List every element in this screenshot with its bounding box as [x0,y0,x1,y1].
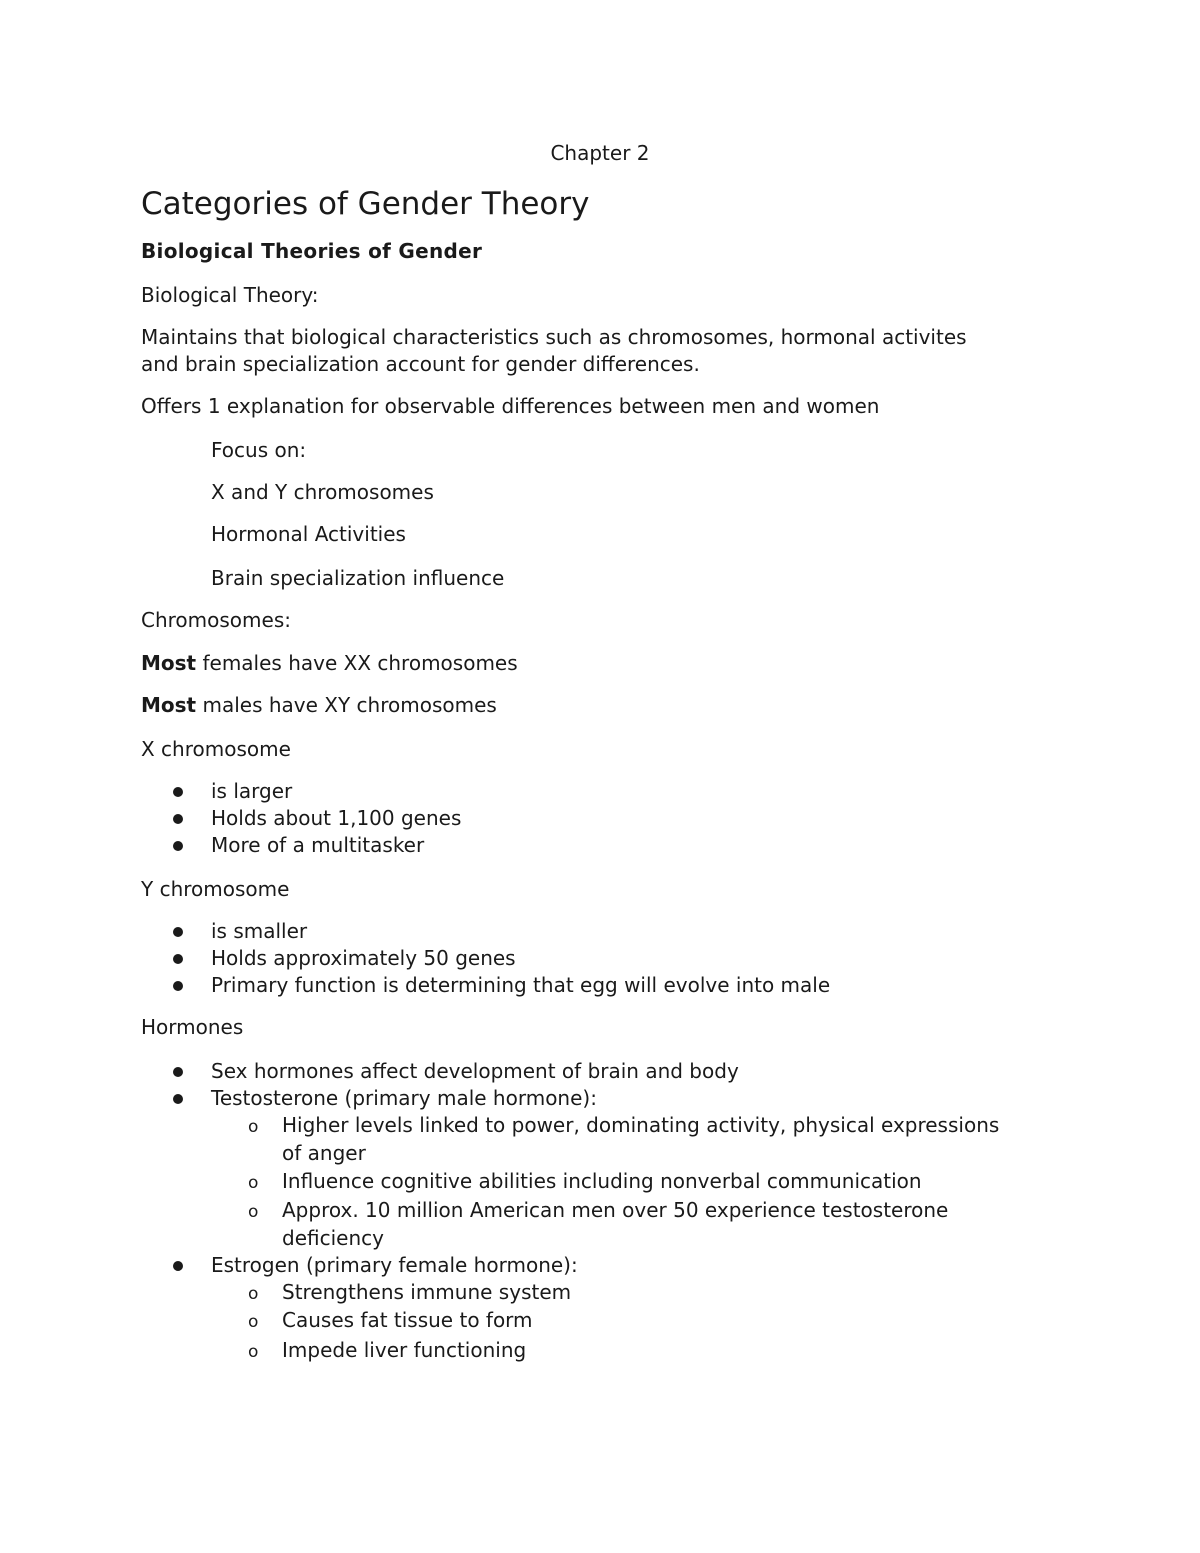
sub-list-item: Approx. 10 million American men over 50 experience testosterone [282,1198,949,1222]
bullet-icon [173,841,183,851]
bullet-icon [173,927,183,937]
maintains-line-1: Maintains that biological characteristics such as chromosomes, hormonal activites [141,325,967,349]
bullet-icon [173,954,183,964]
males-line [141,692,497,719]
biological-theory-label: Biological Theory: [141,283,319,307]
focus-item: Brain specialization influence [211,566,505,590]
bullet-icon [173,814,183,824]
sub-bullet-icon: o [248,1173,259,1193]
list-item: Holds about 1,100 genes [211,806,462,830]
hormones-label: Hormones [141,1015,244,1039]
list-item: More of a multitasker [211,833,425,857]
sub-list-item: Influence cognitive abilities including nonverbal communication [282,1169,922,1193]
sub-list-item: Impede liver functioning [282,1338,527,1362]
chapter-label: Chapter 2 [550,141,650,165]
bullet-icon [173,1094,183,1104]
sub-bullet-icon: o [248,1342,259,1362]
most-emphasis: Most [141,651,197,675]
offers-line: Offers 1 explanation for observable differences between men and women [141,394,880,418]
females-text: females have XX chromosomes [196,651,518,675]
list-item: is smaller [211,919,308,943]
bullet-icon [173,1067,183,1077]
list-item: Primary function is determining that egg will evolve into male [211,973,831,997]
sub-list-item: Strengthens immune system [282,1280,572,1304]
list-item: Holds approximately 50 genes [211,946,516,970]
focus-item: Hormonal Activities [211,522,406,546]
bullet-icon [173,787,183,797]
chromosomes-label: Chromosomes: [141,608,291,632]
section-heading: Biological Theories of Gender [141,239,483,263]
bullet-icon [173,1261,183,1271]
maintains-line-2: and brain specialization account for gender differences. [141,352,700,376]
focus-item: X and Y chromosomes [211,480,434,504]
sub-bullet-icon: o [248,1284,259,1304]
sub-bullet-icon: o [248,1312,259,1332]
sub-list-item: Higher levels linked to power, dominating activity, physical expressions [282,1113,1000,1137]
focus-label: Focus on: [211,438,307,462]
list-item: is larger [211,779,293,803]
sub-bullet-icon: o [248,1202,259,1222]
sub-list-item-continued: of anger [282,1141,366,1165]
testosterone-label: Testosterone (primary male hormone): [211,1086,597,1110]
males-text: males have XY chromosomes [196,693,497,717]
page-title: Categories of Gender Theory [141,186,590,222]
estrogen-label: Estrogen (primary female hormone): [211,1253,578,1277]
x-chromosome-label: X chromosome [141,737,291,761]
sub-bullet-icon: o [248,1117,259,1137]
y-chromosome-label: Y chromosome [141,877,290,901]
list-item: Sex hormones affect development of brain and body [211,1059,739,1083]
sub-list-item-continued: deficiency [282,1226,384,1250]
females-line [141,650,518,677]
sub-list-item: Causes fat tissue to form [282,1308,533,1332]
most-emphasis: Most [141,693,197,717]
bullet-icon [173,981,183,991]
